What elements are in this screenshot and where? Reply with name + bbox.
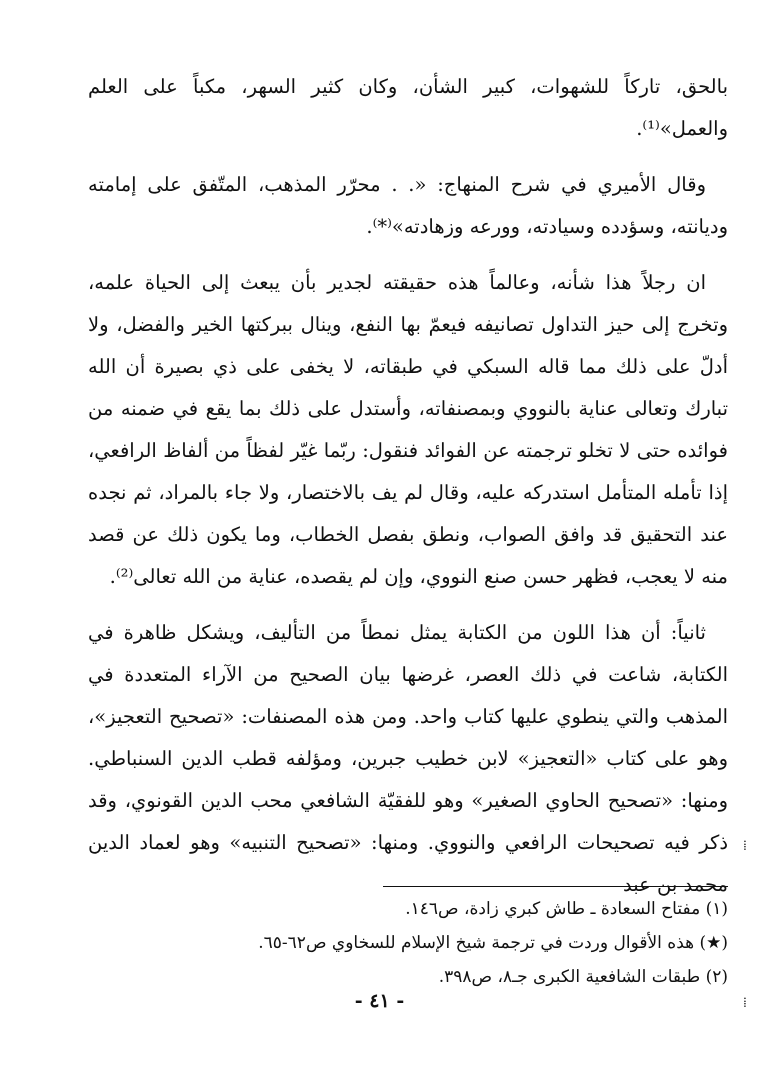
footnote-1: (١) مفتاح السعادة ـ طاش كبري زادة، ص١٤٦. bbox=[405, 899, 728, 919]
scan-mark-icon: ⁞ bbox=[743, 838, 747, 854]
paragraph-2: وقال الأميري في شرح المنهاج: «. . محرّر المذهب، المتّفق على إمامته وديانته، وسؤدده وسيادته، وورعه وزهادته»⁽*⁾. bbox=[88, 173, 728, 238]
paragraph-1: بالحق، تاركاً للشهوات، كبير الشأن، وكان كثير السهر، مكباً على العلم والعمل»⁽¹⁾. bbox=[88, 75, 728, 140]
footnote-2: (٢) طبقات الشافعية الكبرى جـ٨، ص٣٩٨. bbox=[438, 967, 728, 987]
page-body bbox=[88, 66, 728, 920]
page-number: - ٤١ - bbox=[354, 990, 405, 1012]
footnote-star: (★) هذه الأقوال وردت في ترجمة شيخ الإسلام للسخاوي ص٦٢-٦٥. bbox=[258, 933, 728, 953]
footnotes bbox=[88, 892, 728, 994]
paragraph-4: ثانياً: أن هذا اللون من الكتابة يمثل نمطاً من التأليف، ويشكل ظاهرة في الكتابة، شاعت في ذلك العصر، غرضها بيان الصحيح من الآراء المتعددة في المذهب والتي ينطوي عليها كتاب واحد. ومن هذه المصنفات: «تصحيح التعجيز»، وهو على كتاب «التعجيز» لابن خطيب جبرين، ومؤلفه قطب الدين السنباطي. ومنها: «تصحيح الحاوي الصغير» وهو للفقيّة الشافعي محب الدين القونوي، وقد ذكر فيه تصحيحات الرافعي والنووي. ومنها: «تصحيح التنبيه» وهو لعماد الدين محمد بن عبد bbox=[88, 621, 728, 896]
paragraph-3: ان رجلاً هذا شأنه، وعالماً هذه حقيقته لجدير بأن يبعث إلى الحياة علمه، وتخرج إلى حيز التداول تصانيفه فيعمّ بها النفع، وينال ببركتها الخير والفضل، ولا أدلّ على ذلك مما قاله السبكي في طبقاته، لا يخفى على ذي بصيرة أن الله تبارك وتعالى عناية بالنووي وبمصنفاته، وأستدل على ذلك بما يقع في ضمنه من فوائده حتى لا تخلو ترجمته عن الفوائد فنقول: ربّما غيّر لفظاً من ألفاظ الرافعي، إذا تأمله المتأمل استدركه عليه، وقال لم يف بالاختصار، ولا جاء بالمراد، ثم نجده عند التحقيق قد وافق الصواب، ونطق بفصل الخطاب، وما يكون ذلك عن قصد منه لا يعجب، فظهر حسن صنع النووي، وإن لم يقصده، عناية من الله تعالى⁽²⁾. bbox=[88, 271, 728, 588]
scan-mark-icon: ⁞ bbox=[743, 995, 747, 1011]
footnote-divider bbox=[383, 886, 728, 887]
